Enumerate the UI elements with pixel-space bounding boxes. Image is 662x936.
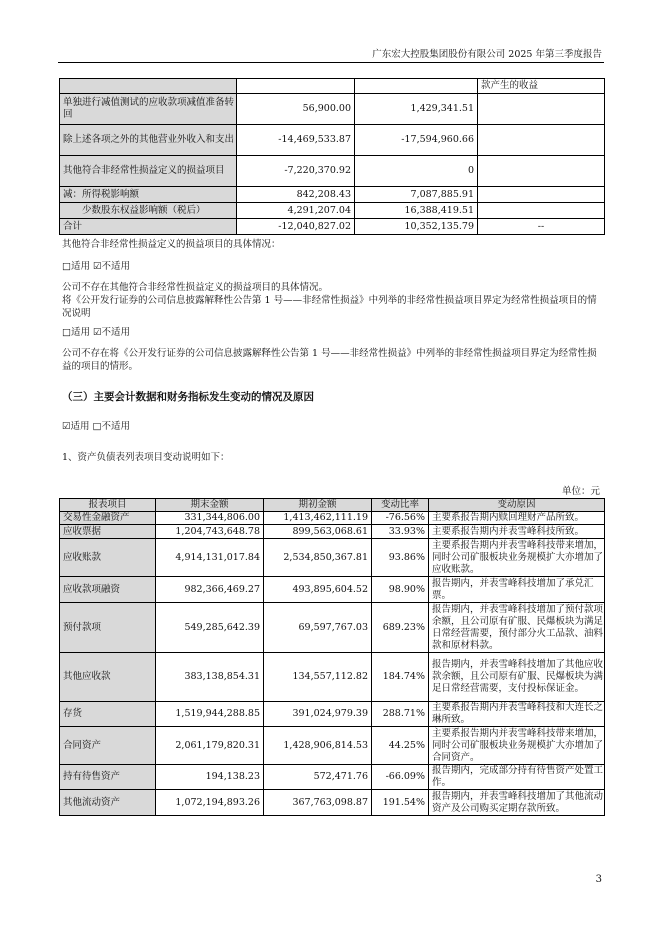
end-amount: 1,072,194,893.26 — [156, 790, 264, 816]
change-ratio: 191.54% — [372, 790, 429, 816]
change-reason: 报告期内，并表雪峰科技增加了预付款项余额，且公司原有矿服、民爆板块为满足日常经营需要，预付部分火工品款、油料款和原材料款。 — [429, 603, 605, 653]
applicability-checkbox: □适用 ☑不适用 — [62, 261, 131, 272]
item-name: 交易性金融资产 — [60, 512, 156, 525]
row-note: -- — [478, 219, 605, 235]
change-ratio: 93.86% — [372, 539, 429, 577]
ytd-value: 0 — [355, 156, 478, 187]
table-row — [60, 603, 605, 653]
column-header: 变动比率 — [372, 499, 429, 512]
row-note — [478, 94, 605, 125]
change-reason: 报告期内，并表雪峰科技增加了其他流动资产及公司购买定期存款所致。 — [429, 790, 605, 816]
non-recurring-gains-table — [59, 78, 605, 235]
ytd-value: 16,388,419.51 — [355, 203, 478, 219]
change-reason: 主要系报告期内并表雪峰科技所致。 — [429, 525, 605, 539]
report-header-title: 广东宏大控股集团股份有限公司 2025 年第三季度报告 — [372, 49, 602, 60]
current-period-value: 842,208.43 — [237, 187, 355, 203]
change-reason: 报告期内，并表雪峰科技增加了承兑汇票。 — [429, 577, 605, 603]
change-ratio: 184.74% — [372, 653, 429, 702]
begin-amount: 134,557,112.82 — [264, 653, 372, 702]
change-reason: 主要系报告期内并表雪峰科技带来增加，同时公司矿服板块业务规模扩大亦增加了合同资产。 — [429, 727, 605, 765]
change-ratio: 33.93% — [372, 525, 429, 539]
change-reason: 报告期内，完成部分持有待售资产处置工作。 — [429, 765, 605, 790]
row-label: 合计 — [60, 219, 237, 235]
ytd-value: 7,087,885.91 — [355, 187, 478, 203]
change-ratio: -66.09% — [372, 765, 429, 790]
table-header-row — [60, 499, 605, 512]
unit-label: 单位：元 — [561, 486, 600, 497]
table-row — [60, 653, 605, 702]
table-row — [60, 765, 605, 790]
change-ratio: 98.90% — [372, 577, 429, 603]
change-reason: 主要系报告期内并表雪峰科技和大连长之琳所致。 — [429, 702, 605, 727]
end-amount: 383,138,854.31 — [156, 653, 264, 702]
applicability-checkbox: ☑适用 □不适用 — [62, 421, 131, 432]
table-row — [60, 125, 605, 156]
ytd-value: -17,594,960.66 — [355, 125, 478, 156]
row-note: 款产生的收益 — [478, 79, 605, 94]
balance-sheet-changes-table — [59, 498, 605, 816]
row-label: 减：所得税影响额 — [60, 187, 237, 203]
table-row — [60, 187, 605, 203]
item-name: 合同资产 — [60, 727, 156, 765]
end-amount: 549,285,642.39 — [156, 603, 264, 653]
change-ratio: -76.56% — [372, 512, 429, 525]
begin-amount: 1,428,906,814.53 — [264, 727, 372, 765]
end-amount: 2,061,179,820.31 — [156, 727, 264, 765]
begin-amount: 572,471.76 — [264, 765, 372, 790]
change-reason: 主要系报告期内并表雪峰科技带来增加，同时公司矿服板块业务规模扩大亦增加了应收账款。 — [429, 539, 605, 577]
row-note — [478, 156, 605, 187]
change-ratio: 288.71% — [372, 702, 429, 727]
ytd-value: 10,352,135.79 — [355, 219, 478, 235]
column-header: 报表项目 — [60, 499, 156, 512]
row-label: 单独进行减值测试的应收款项减值准备转回 — [60, 94, 237, 125]
begin-amount: 69,597,767.03 — [264, 603, 372, 653]
table-row — [60, 156, 605, 187]
row-note — [478, 125, 605, 156]
applicability-checkbox: □适用 ☑不适用 — [62, 327, 131, 338]
current-period-value: -14,469,533.87 — [237, 125, 355, 156]
end-amount: 4,914,131,017.84 — [156, 539, 264, 577]
end-amount: 1,519,944,288.85 — [156, 702, 264, 727]
ytd-value: 1,429,341.51 — [355, 94, 478, 125]
current-period-value: -12,040,827.02 — [237, 219, 355, 235]
column-header: 期末金额 — [156, 499, 264, 512]
table-row — [60, 512, 605, 525]
item-name: 应收款项融资 — [60, 577, 156, 603]
item-name: 预付款项 — [60, 603, 156, 653]
table-row — [60, 539, 605, 577]
current-period-value: 56,900.00 — [237, 94, 355, 125]
table-row — [60, 577, 605, 603]
row-note — [478, 203, 605, 219]
table-row — [60, 94, 605, 125]
begin-amount: 493,895,604.52 — [264, 577, 372, 603]
row-label: 除上述各项之外的其他营业外收入和支出 — [60, 125, 237, 156]
item-name: 持有待售资产 — [60, 765, 156, 790]
item-name: 其他应收款 — [60, 653, 156, 702]
table-row — [60, 790, 605, 816]
table-row — [60, 727, 605, 765]
section-title: （三）主要会计数据和财务指标发生变动的情况及原因 — [62, 391, 314, 403]
current-period-value: -7,220,370.92 — [237, 156, 355, 187]
table-row — [60, 79, 605, 94]
subsection-heading: 1、资产负债表列表项目变动说明如下： — [62, 452, 230, 463]
explanation-heading: 将《公开发行证券的公司信息披露解释性公告第 1 号——非经常性损益》中列举的非经常性损益项目界定为经常性损益项目的情况说明 — [62, 295, 597, 319]
begin-amount: 2,534,850,367.81 — [264, 539, 372, 577]
row-label: 其他符合非经常性损益定义的损益项目 — [60, 156, 237, 187]
row-note — [478, 187, 605, 203]
change-ratio: 689.23% — [372, 603, 429, 653]
page-number: 3 — [595, 874, 602, 885]
table-row — [60, 702, 605, 727]
table-row — [60, 525, 605, 539]
begin-amount: 367,763,098.87 — [264, 790, 372, 816]
column-header: 期初金额 — [264, 499, 372, 512]
column-header: 变动原因 — [429, 499, 605, 512]
statement-text: 公司不存在将《公开发行证券的公司信息披露解释性公告第 1 号——非经常性损益》中列举的非经常性损益项目界定为经常性损益的项目的情形。 — [62, 348, 597, 372]
table-row — [60, 219, 605, 235]
row-label: 少数股东权益影响额（税后） — [60, 203, 237, 219]
begin-amount: 899,563,068.61 — [264, 525, 372, 539]
change-ratio: 44.25% — [372, 727, 429, 765]
header-divider — [58, 62, 604, 63]
begin-amount: 391,024,979.39 — [264, 702, 372, 727]
item-name: 应收账款 — [60, 539, 156, 577]
item-name: 存货 — [60, 702, 156, 727]
current-period-value: 4,291,207.04 — [237, 203, 355, 219]
begin-amount: 1,413,462,111.19 — [264, 512, 372, 525]
change-reason: 报告期内，并表雪峰科技增加了其他应收款余额，且公司原有矿服、民爆板块为满足日常经营需要，支付投标保证金。 — [429, 653, 605, 702]
end-amount: 1,204,743,648.78 — [156, 525, 264, 539]
end-amount: 331,344,806.00 — [156, 512, 264, 525]
statement-text: 公司不存在其他符合非经常性损益定义的损益项目的具体情况。 — [62, 282, 329, 293]
end-amount: 194,138.23 — [156, 765, 264, 790]
detail-heading: 其他符合非经常性损益定义的损益项目的具体情况： — [62, 239, 281, 250]
end-amount: 982,366,469.27 — [156, 577, 264, 603]
table-row — [60, 203, 605, 219]
item-name: 其他流动资产 — [60, 790, 156, 816]
change-reason: 主要系报告期内赎回理财产品所致。 — [429, 512, 605, 525]
item-name: 应收票据 — [60, 525, 156, 539]
